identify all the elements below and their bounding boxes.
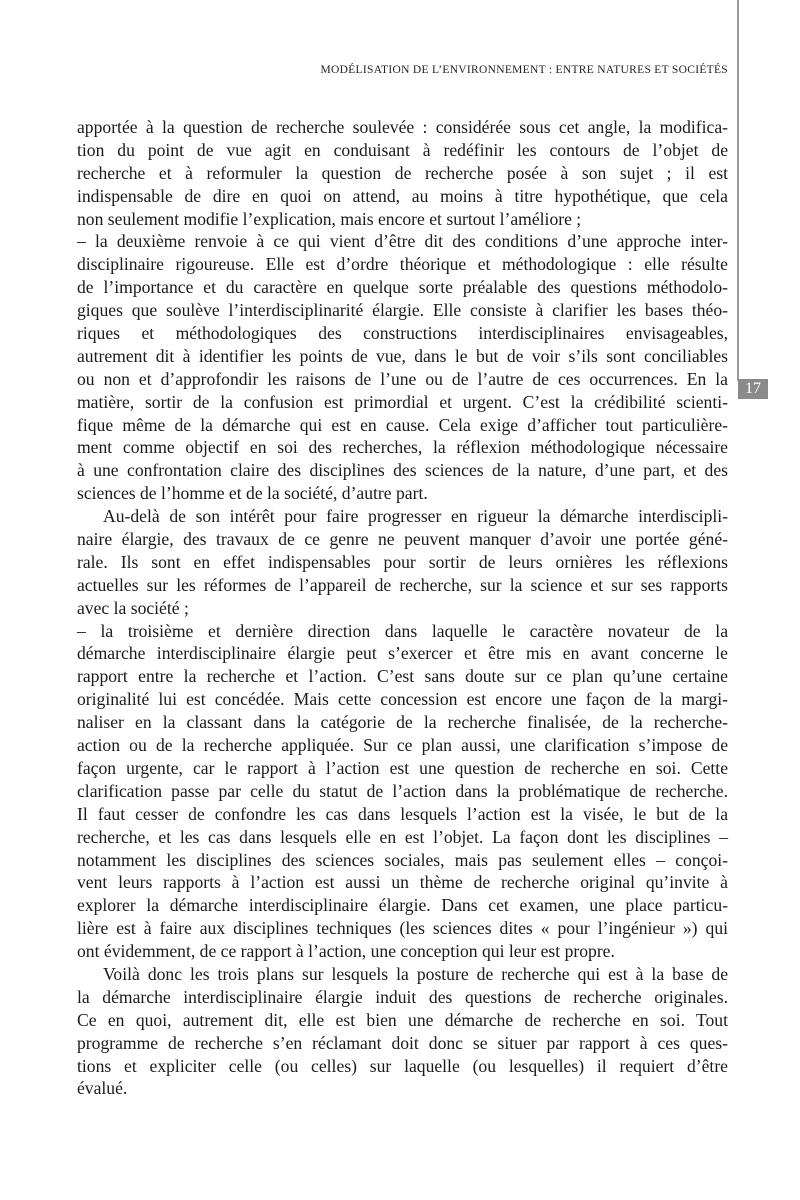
text-line: programme de recherche s’en réclamant doit donc se situer par rapport à ces ques- <box>77 1032 728 1053</box>
text-line: riques et méthodologiques des constructions interdisciplinaires envisageables, <box>77 323 728 344</box>
text-line: naliser en la classant dans la catégorie de la recherche finalisée, de la recherche- <box>77 712 728 733</box>
text-line: rale. Ils sont en effet indispensables pour sortir de leurs ornières les réflexions <box>77 551 728 572</box>
text-line: Au-delà de son intérêt pour faire progresser en rigueur la démarche interdiscipli- <box>103 506 728 527</box>
text-line: démarche interdisciplinaire élargie peut s’exercer et être mis en avant concerne le <box>77 643 728 664</box>
text-line: lière est à faire aux disciplines techniques (les sciences dites « pour l’ingénieur ») qui <box>77 918 728 939</box>
text-line: la démarche interdisciplinaire élargie induit des questions de recherche originales. <box>77 986 728 1007</box>
text-line: – la deuxième renvoie à ce qui vient d’être dit des conditions d’une approche inter- <box>77 231 728 252</box>
text-line: façon urgente, car le rapport à l’action est une question de recherche en soi. Cette <box>77 757 728 778</box>
text-line: disciplinaire rigoureuse. Elle est d’ordre théorique et méthodologique : elle résulte <box>77 254 728 275</box>
page-number: 17 <box>738 379 768 399</box>
text-line: action ou de la recherche appliquée. Sur ce plan aussi, une clarification s’impose de <box>77 735 728 756</box>
text-line: Voilà donc les trois plans sur lesquels la posture de recherche qui est à la base de <box>103 963 728 984</box>
text-line: autrement dit à identifier les points de vue, dans le but de voir s’ils sont conciliables <box>77 345 728 366</box>
text-line: giques que soulève l’interdisciplinarité élargie. Elle consiste à clarifier les bases théo- <box>77 300 728 321</box>
text-line: originalité lui est concédée. Mais cette concession est encore une façon de la margi- <box>77 689 728 710</box>
running-header: MODÉLISATION DE L’ENVIRONNEMENT : ENTRE NATURES ET SOCIÉTÉS <box>320 64 728 76</box>
text-line: recherche et à reformuler la question de recherche posée à son sujet ; il est <box>77 162 728 183</box>
text-line: tion du point de vue agit en conduisant à redéfinir les contours de l’objet de <box>77 139 728 160</box>
text-line: tions et expliciter celle (ou celles) sur laquelle (ou lesquelles) il requiert d’être <box>77 1055 728 1076</box>
text-line: Il faut cesser de confondre les cas dans lesquels l’action est la visée, le but de la <box>77 803 728 824</box>
text-line: vent leurs rapports à l’action est aussi un thème de recherche original qu’invite à <box>77 872 728 893</box>
text-line: explorer la démarche interdisciplinaire élargie. Dans cet examen, une place particu- <box>77 895 728 916</box>
text-line: clarification passe par celle du statut de l’action dans la problématique de recherche. <box>77 780 728 801</box>
text-line: ont évidemment, de ce rapport à l’action, une conception qui leur est propre. <box>77 941 615 962</box>
text-line: évalué. <box>77 1078 128 1099</box>
text-line: recherche, et les cas dans lesquels elle en est l’objet. La façon dont les disciplines – <box>77 826 728 847</box>
text-line: notamment les disciplines des sciences sociales, mais pas seulement elles – conçoi- <box>77 849 728 870</box>
text-line: ment comme objectif en soi des recherches, la réflexion méthodologique nécessaire <box>77 437 728 458</box>
text-line: naire élargie, des travaux de ce genre ne peuvent manquer d’avoir une portée géné- <box>77 529 728 550</box>
text-line: de l’importance et du caractère en quelque sorte préalable des questions méthodolo- <box>77 277 728 298</box>
body-text <box>77 116 728 1100</box>
text-line: avec la société ; <box>77 597 189 618</box>
text-line: Ce en quoi, autrement dit, elle est bien une démarche de recherche en soi. Tout <box>77 1009 728 1030</box>
text-line: apportée à la question de recherche soulevée : considérée sous cet angle, la modifica- <box>77 117 728 137</box>
text-line: actuelles sur les réformes de l’appareil de recherche, sur la science et sur ses rapports <box>77 574 728 595</box>
margin-rule <box>737 0 739 381</box>
text-line: indispensable de dire en quoi on attend, au moins à titre hypothétique, que cela <box>77 185 728 206</box>
text-line: non seulement modifie l’explication, mais encore et surtout l’améliore ; <box>77 208 582 229</box>
text-line: matière, sortir de la confusion est primordial et urgent. C’est la crédibilité scienti- <box>77 391 728 412</box>
text-line: rapport entre la recherche et l’action. C’est sans doute sur ce plan qu’une certaine <box>77 666 728 687</box>
text-line: ou non et d’approfondir les raisons de l’une ou de l’autre de ces occurrences. En la <box>77 368 728 389</box>
text-line: – la troisième et dernière direction dans laquelle le caractère novateur de la <box>77 620 728 641</box>
text-line: sciences de l’homme et de la société, d’autre part. <box>77 483 428 504</box>
text-line: fique même de la démarche qui est en cause. Cela exige d’afficher tout particulière- <box>77 414 728 435</box>
text-line: à une confrontation claire des disciplines des sciences de la nature, d’une part, et des <box>77 460 728 481</box>
